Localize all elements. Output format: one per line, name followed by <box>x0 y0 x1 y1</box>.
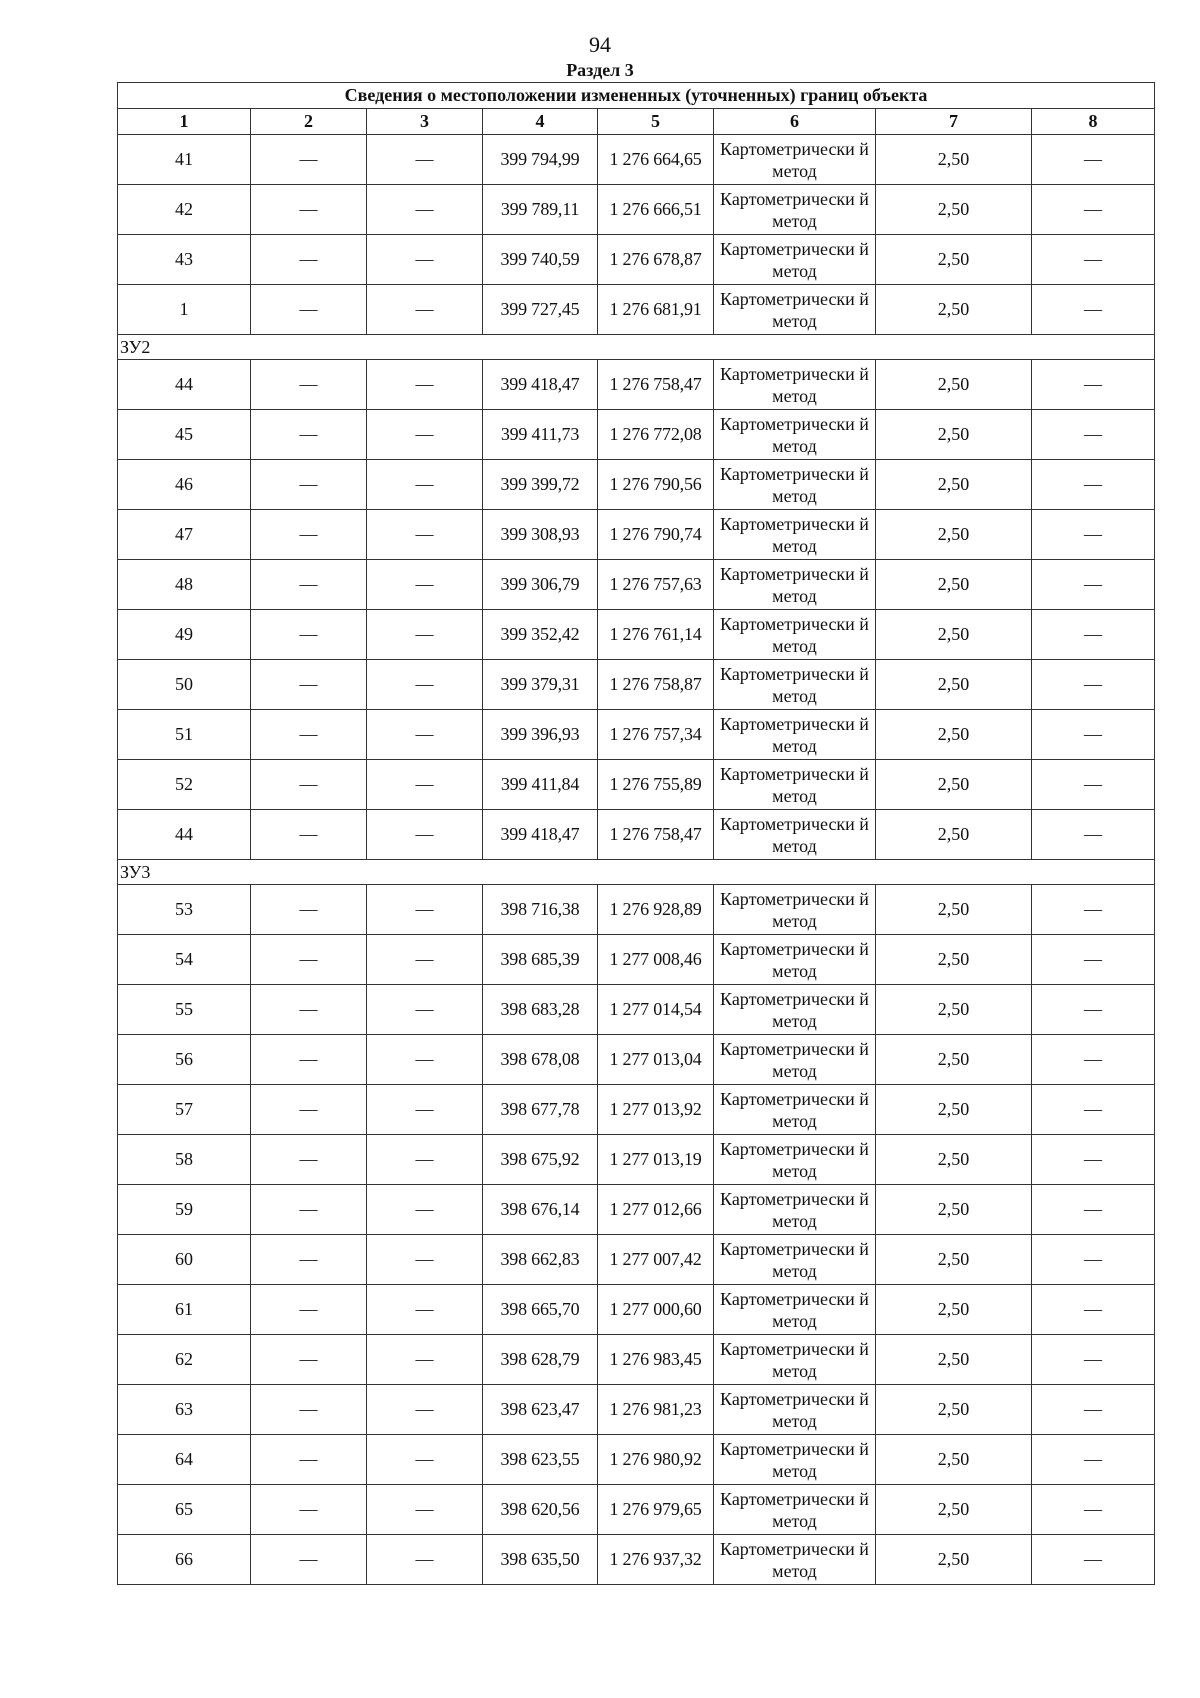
group-label: ЗУ3 <box>118 860 1155 885</box>
empty-dash-cell: — <box>367 410 483 460</box>
table-row <box>118 1035 1155 1085</box>
coordinate-y-cell: 1 276 757,34 <box>598 710 714 760</box>
table-row <box>118 560 1155 610</box>
table-row <box>118 610 1155 660</box>
column-number-header: 8 <box>1032 109 1155 135</box>
coordinate-x-cell: 399 399,72 <box>483 460 598 510</box>
section-title: Раздел 3 <box>566 60 634 80</box>
coordinate-y-cell: 1 277 008,46 <box>598 935 714 985</box>
empty-dash-cell: — <box>1032 660 1155 710</box>
accuracy-cell: 2,50 <box>876 510 1032 560</box>
accuracy-cell: 2,50 <box>876 760 1032 810</box>
method-cell: Картометрически й метод <box>714 935 876 985</box>
coordinate-x-cell: 398 628,79 <box>483 1335 598 1385</box>
empty-dash-cell: — <box>367 810 483 860</box>
empty-dash-cell: — <box>251 1035 367 1085</box>
coordinate-x-cell: 399 308,93 <box>483 510 598 560</box>
empty-dash-cell: — <box>251 235 367 285</box>
table-row <box>118 710 1155 760</box>
empty-dash-cell: — <box>1032 235 1155 285</box>
empty-dash-cell: — <box>367 1085 483 1135</box>
empty-dash-cell: — <box>251 360 367 410</box>
accuracy-cell: 2,50 <box>876 460 1032 510</box>
coordinate-x-cell: 399 352,42 <box>483 610 598 660</box>
point-number-cell: 46 <box>118 460 251 510</box>
empty-dash-cell: — <box>1032 1485 1155 1535</box>
accuracy-cell: 2,50 <box>876 885 1032 935</box>
empty-dash-cell: — <box>251 1335 367 1385</box>
point-number-cell: 52 <box>118 760 251 810</box>
empty-dash-cell: — <box>1032 1085 1155 1135</box>
point-number-cell: 50 <box>118 660 251 710</box>
accuracy-cell: 2,50 <box>876 1135 1032 1185</box>
empty-dash-cell: — <box>367 660 483 710</box>
accuracy-cell: 2,50 <box>876 985 1032 1035</box>
empty-dash-cell: — <box>367 135 483 185</box>
method-cell: Картометрически й метод <box>714 1385 876 1435</box>
coordinate-x-cell: 399 789,11 <box>483 185 598 235</box>
empty-dash-cell: — <box>367 360 483 410</box>
accuracy-cell: 2,50 <box>876 935 1032 985</box>
empty-dash-cell: — <box>251 560 367 610</box>
coordinate-x-cell: 398 623,55 <box>483 1435 598 1485</box>
empty-dash-cell: — <box>1032 610 1155 660</box>
table-row <box>118 760 1155 810</box>
coordinate-y-cell: 1 276 758,47 <box>598 360 714 410</box>
empty-dash-cell: — <box>367 185 483 235</box>
method-cell: Картометрически й метод <box>714 1185 876 1235</box>
accuracy-cell: 2,50 <box>876 1335 1032 1385</box>
method-cell: Картометрически й метод <box>714 985 876 1035</box>
point-number-cell: 49 <box>118 610 251 660</box>
empty-dash-cell: — <box>1032 185 1155 235</box>
accuracy-cell: 2,50 <box>876 1035 1032 1085</box>
empty-dash-cell: — <box>251 285 367 335</box>
coordinate-x-cell: 399 740,59 <box>483 235 598 285</box>
table-row <box>118 1285 1155 1335</box>
column-number-header: 4 <box>483 109 598 135</box>
accuracy-cell: 2,50 <box>876 360 1032 410</box>
empty-dash-cell: — <box>1032 710 1155 760</box>
table-row <box>118 985 1155 1035</box>
accuracy-cell: 2,50 <box>876 1085 1032 1135</box>
accuracy-cell: 2,50 <box>876 185 1032 235</box>
accuracy-cell: 2,50 <box>876 560 1032 610</box>
coordinate-y-cell: 1 276 678,87 <box>598 235 714 285</box>
empty-dash-cell: — <box>1032 935 1155 985</box>
empty-dash-cell: — <box>1032 885 1155 935</box>
empty-dash-cell: — <box>251 1185 367 1235</box>
page-number: 94 <box>589 32 611 57</box>
coordinate-y-cell: 1 277 012,66 <box>598 1185 714 1235</box>
method-cell: Картометрически й метод <box>714 1135 876 1185</box>
coordinate-x-cell: 399 794,99 <box>483 135 598 185</box>
empty-dash-cell: — <box>367 1285 483 1335</box>
coordinate-y-cell: 1 276 983,45 <box>598 1335 714 1385</box>
empty-dash-cell: — <box>1032 135 1155 185</box>
empty-dash-cell: — <box>251 810 367 860</box>
method-cell: Картометрически й метод <box>714 1035 876 1085</box>
point-number-cell: 48 <box>118 560 251 610</box>
coordinate-y-cell: 1 277 013,04 <box>598 1035 714 1085</box>
empty-dash-cell: — <box>251 185 367 235</box>
method-cell: Картометрически й метод <box>714 1085 876 1135</box>
table-body <box>118 83 1155 1585</box>
table-row <box>118 810 1155 860</box>
empty-dash-cell: — <box>367 1535 483 1585</box>
column-number-row <box>118 109 1155 135</box>
empty-dash-cell: — <box>1032 1035 1155 1085</box>
table-row <box>118 1435 1155 1485</box>
point-number-cell: 58 <box>118 1135 251 1185</box>
group-label-row <box>118 860 1155 885</box>
empty-dash-cell: — <box>251 885 367 935</box>
table-row <box>118 360 1155 410</box>
empty-dash-cell: — <box>251 1435 367 1485</box>
accuracy-cell: 2,50 <box>876 1235 1032 1285</box>
empty-dash-cell: — <box>367 710 483 760</box>
point-number-cell: 55 <box>118 985 251 1035</box>
coordinate-x-cell: 398 675,92 <box>483 1135 598 1185</box>
coordinate-y-cell: 1 276 981,23 <box>598 1385 714 1435</box>
method-cell: Картометрически й метод <box>714 410 876 460</box>
empty-dash-cell: — <box>251 510 367 560</box>
coordinate-x-cell: 399 306,79 <box>483 560 598 610</box>
method-cell: Картометрически й метод <box>714 360 876 410</box>
method-cell: Картометрически й метод <box>714 1535 876 1585</box>
coordinate-y-cell: 1 276 980,92 <box>598 1435 714 1485</box>
group-label: ЗУ2 <box>118 335 1155 360</box>
empty-dash-cell: — <box>251 1085 367 1135</box>
empty-dash-cell: — <box>367 1185 483 1235</box>
accuracy-cell: 2,50 <box>876 1185 1032 1235</box>
point-number-cell: 44 <box>118 810 251 860</box>
empty-dash-cell: — <box>251 1235 367 1285</box>
accuracy-cell: 2,50 <box>876 810 1032 860</box>
point-number-cell: 53 <box>118 885 251 935</box>
accuracy-cell: 2,50 <box>876 1535 1032 1585</box>
method-cell: Картометрически й метод <box>714 235 876 285</box>
point-number-cell: 45 <box>118 410 251 460</box>
coordinate-y-cell: 1 276 755,89 <box>598 760 714 810</box>
coordinate-y-cell: 1 276 664,65 <box>598 135 714 185</box>
coordinate-x-cell: 399 396,93 <box>483 710 598 760</box>
coordinate-x-cell: 398 676,14 <box>483 1185 598 1235</box>
empty-dash-cell: — <box>367 510 483 560</box>
empty-dash-cell: — <box>367 1135 483 1185</box>
table-row <box>118 135 1155 185</box>
point-number-cell: 60 <box>118 1235 251 1285</box>
coordinate-x-cell: 398 685,39 <box>483 935 598 985</box>
coordinate-y-cell: 1 276 758,47 <box>598 810 714 860</box>
empty-dash-cell: — <box>367 1335 483 1385</box>
empty-dash-cell: — <box>1032 810 1155 860</box>
empty-dash-cell: — <box>251 410 367 460</box>
coordinate-y-cell: 1 276 772,08 <box>598 410 714 460</box>
column-number-header: 6 <box>714 109 876 135</box>
table-row <box>118 1185 1155 1235</box>
accuracy-cell: 2,50 <box>876 285 1032 335</box>
coordinate-y-cell: 1 276 666,51 <box>598 185 714 235</box>
point-number-cell: 54 <box>118 935 251 985</box>
accuracy-cell: 2,50 <box>876 710 1032 760</box>
point-number-cell: 64 <box>118 1435 251 1485</box>
table-row <box>118 1135 1155 1185</box>
accuracy-cell: 2,50 <box>876 1385 1032 1435</box>
point-number-cell: 41 <box>118 135 251 185</box>
empty-dash-cell: — <box>367 985 483 1035</box>
point-number-cell: 1 <box>118 285 251 335</box>
table-row <box>118 935 1155 985</box>
coordinate-x-cell: 398 620,56 <box>483 1485 598 1535</box>
coordinate-y-cell: 1 276 758,87 <box>598 660 714 710</box>
point-number-cell: 44 <box>118 360 251 410</box>
coordinate-x-cell: 399 727,45 <box>483 285 598 335</box>
method-cell: Картометрически й метод <box>714 135 876 185</box>
accuracy-cell: 2,50 <box>876 135 1032 185</box>
point-number-cell: 66 <box>118 1535 251 1585</box>
empty-dash-cell: — <box>367 1385 483 1435</box>
coordinate-x-cell: 398 678,08 <box>483 1035 598 1085</box>
point-number-cell: 59 <box>118 1185 251 1235</box>
point-number-cell: 43 <box>118 235 251 285</box>
accuracy-cell: 2,50 <box>876 235 1032 285</box>
method-cell: Картометрически й метод <box>714 760 876 810</box>
empty-dash-cell: — <box>367 935 483 985</box>
coordinate-y-cell: 1 276 928,89 <box>598 885 714 935</box>
table-row <box>118 235 1155 285</box>
column-number-header: 3 <box>367 109 483 135</box>
column-number-header: 5 <box>598 109 714 135</box>
coordinate-x-cell: 399 379,31 <box>483 660 598 710</box>
empty-dash-cell: — <box>251 460 367 510</box>
point-number-cell: 51 <box>118 710 251 760</box>
table-row <box>118 1485 1155 1535</box>
empty-dash-cell: — <box>1032 985 1155 1035</box>
coordinate-y-cell: 1 277 007,42 <box>598 1235 714 1285</box>
column-number-header: 7 <box>876 109 1032 135</box>
empty-dash-cell: — <box>251 1485 367 1535</box>
table-row <box>118 1335 1155 1385</box>
coordinate-x-cell: 398 677,78 <box>483 1085 598 1135</box>
empty-dash-cell: — <box>367 610 483 660</box>
empty-dash-cell: — <box>1032 1285 1155 1335</box>
empty-dash-cell: — <box>1032 510 1155 560</box>
empty-dash-cell: — <box>1032 360 1155 410</box>
empty-dash-cell: — <box>1032 1135 1155 1185</box>
empty-dash-cell: — <box>251 985 367 1035</box>
accuracy-cell: 2,50 <box>876 1435 1032 1485</box>
coordinate-y-cell: 1 276 937,32 <box>598 1535 714 1585</box>
table-row <box>118 460 1155 510</box>
empty-dash-cell: — <box>367 885 483 935</box>
coordinate-x-cell: 398 635,50 <box>483 1535 598 1585</box>
table-row <box>118 1385 1155 1435</box>
coordinate-x-cell: 398 716,38 <box>483 885 598 935</box>
empty-dash-cell: — <box>367 560 483 610</box>
coordinate-y-cell: 1 276 757,63 <box>598 560 714 610</box>
empty-dash-cell: — <box>1032 1385 1155 1435</box>
method-cell: Картометрически й метод <box>714 1335 876 1385</box>
method-cell: Картометрически й метод <box>714 560 876 610</box>
coordinate-x-cell: 399 411,73 <box>483 410 598 460</box>
method-cell: Картометрически й метод <box>714 1285 876 1335</box>
empty-dash-cell: — <box>251 710 367 760</box>
empty-dash-cell: — <box>1032 560 1155 610</box>
table-row <box>118 1085 1155 1135</box>
method-cell: Картометрически й метод <box>714 1485 876 1535</box>
method-cell: Картометрически й метод <box>714 885 876 935</box>
empty-dash-cell: — <box>1032 1335 1155 1385</box>
table-row <box>118 1535 1155 1585</box>
point-number-cell: 61 <box>118 1285 251 1335</box>
empty-dash-cell: — <box>251 660 367 710</box>
point-number-cell: 56 <box>118 1035 251 1085</box>
method-cell: Картометрически й метод <box>714 1435 876 1485</box>
coordinate-y-cell: 1 276 790,74 <box>598 510 714 560</box>
coordinate-x-cell: 398 623,47 <box>483 1385 598 1435</box>
coordinate-y-cell: 1 277 013,92 <box>598 1085 714 1135</box>
coordinate-x-cell: 398 683,28 <box>483 985 598 1035</box>
method-cell: Картометрически й метод <box>714 610 876 660</box>
method-cell: Картометрически й метод <box>714 810 876 860</box>
table-row <box>118 1235 1155 1285</box>
method-cell: Картометрически й метод <box>714 1235 876 1285</box>
coordinate-x-cell: 399 411,84 <box>483 760 598 810</box>
table-row <box>118 885 1155 935</box>
coordinate-y-cell: 1 276 979,65 <box>598 1485 714 1535</box>
empty-dash-cell: — <box>251 610 367 660</box>
coordinate-y-cell: 1 276 761,14 <box>598 610 714 660</box>
empty-dash-cell: — <box>367 460 483 510</box>
empty-dash-cell: — <box>1032 1185 1155 1235</box>
table-title-row <box>118 83 1155 109</box>
empty-dash-cell: — <box>1032 460 1155 510</box>
point-number-cell: 42 <box>118 185 251 235</box>
accuracy-cell: 2,50 <box>876 660 1032 710</box>
method-cell: Картометрически й метод <box>714 185 876 235</box>
coordinate-x-cell: 399 418,47 <box>483 360 598 410</box>
method-cell: Картометрически й метод <box>714 285 876 335</box>
coordinate-y-cell: 1 277 014,54 <box>598 985 714 1035</box>
coordinate-x-cell: 399 418,47 <box>483 810 598 860</box>
empty-dash-cell: — <box>367 1435 483 1485</box>
method-cell: Картометрически й метод <box>714 710 876 760</box>
point-number-cell: 62 <box>118 1335 251 1385</box>
table-title: Сведения о местоположении измененных (уточненных) границ объекта <box>118 83 1155 109</box>
point-number-cell: 47 <box>118 510 251 560</box>
empty-dash-cell: — <box>251 760 367 810</box>
empty-dash-cell: — <box>251 135 367 185</box>
empty-dash-cell: — <box>367 235 483 285</box>
coordinate-y-cell: 1 276 790,56 <box>598 460 714 510</box>
column-number-header: 1 <box>118 109 251 135</box>
accuracy-cell: 2,50 <box>876 610 1032 660</box>
empty-dash-cell: — <box>251 1135 367 1185</box>
table-row <box>118 410 1155 460</box>
empty-dash-cell: — <box>251 1385 367 1435</box>
coordinate-y-cell: 1 276 681,91 <box>598 285 714 335</box>
coordinate-y-cell: 1 277 013,19 <box>598 1135 714 1185</box>
method-cell: Картометрически й метод <box>714 510 876 560</box>
accuracy-cell: 2,50 <box>876 410 1032 460</box>
empty-dash-cell: — <box>1032 760 1155 810</box>
group-label-row <box>118 335 1155 360</box>
coordinate-x-cell: 398 665,70 <box>483 1285 598 1335</box>
empty-dash-cell: — <box>1032 285 1155 335</box>
empty-dash-cell: — <box>367 1035 483 1085</box>
table-row <box>118 185 1155 235</box>
empty-dash-cell: — <box>251 1285 367 1335</box>
empty-dash-cell: — <box>1032 1435 1155 1485</box>
empty-dash-cell: — <box>367 1235 483 1285</box>
empty-dash-cell: — <box>1032 410 1155 460</box>
empty-dash-cell: — <box>1032 1535 1155 1585</box>
empty-dash-cell: — <box>251 1535 367 1585</box>
table-row <box>118 510 1155 560</box>
accuracy-cell: 2,50 <box>876 1485 1032 1535</box>
empty-dash-cell: — <box>367 285 483 335</box>
point-number-cell: 65 <box>118 1485 251 1535</box>
table-row <box>118 285 1155 335</box>
point-number-cell: 57 <box>118 1085 251 1135</box>
empty-dash-cell: — <box>1032 1235 1155 1285</box>
column-number-header: 2 <box>251 109 367 135</box>
method-cell: Картометрически й метод <box>714 660 876 710</box>
method-cell: Картометрически й метод <box>714 460 876 510</box>
accuracy-cell: 2,50 <box>876 1285 1032 1335</box>
empty-dash-cell: — <box>251 935 367 985</box>
boundary-coordinates-table <box>117 82 1155 1585</box>
empty-dash-cell: — <box>367 760 483 810</box>
coordinate-y-cell: 1 277 000,60 <box>598 1285 714 1335</box>
point-number-cell: 63 <box>118 1385 251 1435</box>
coordinate-x-cell: 398 662,83 <box>483 1235 598 1285</box>
table-row <box>118 660 1155 710</box>
empty-dash-cell: — <box>367 1485 483 1535</box>
